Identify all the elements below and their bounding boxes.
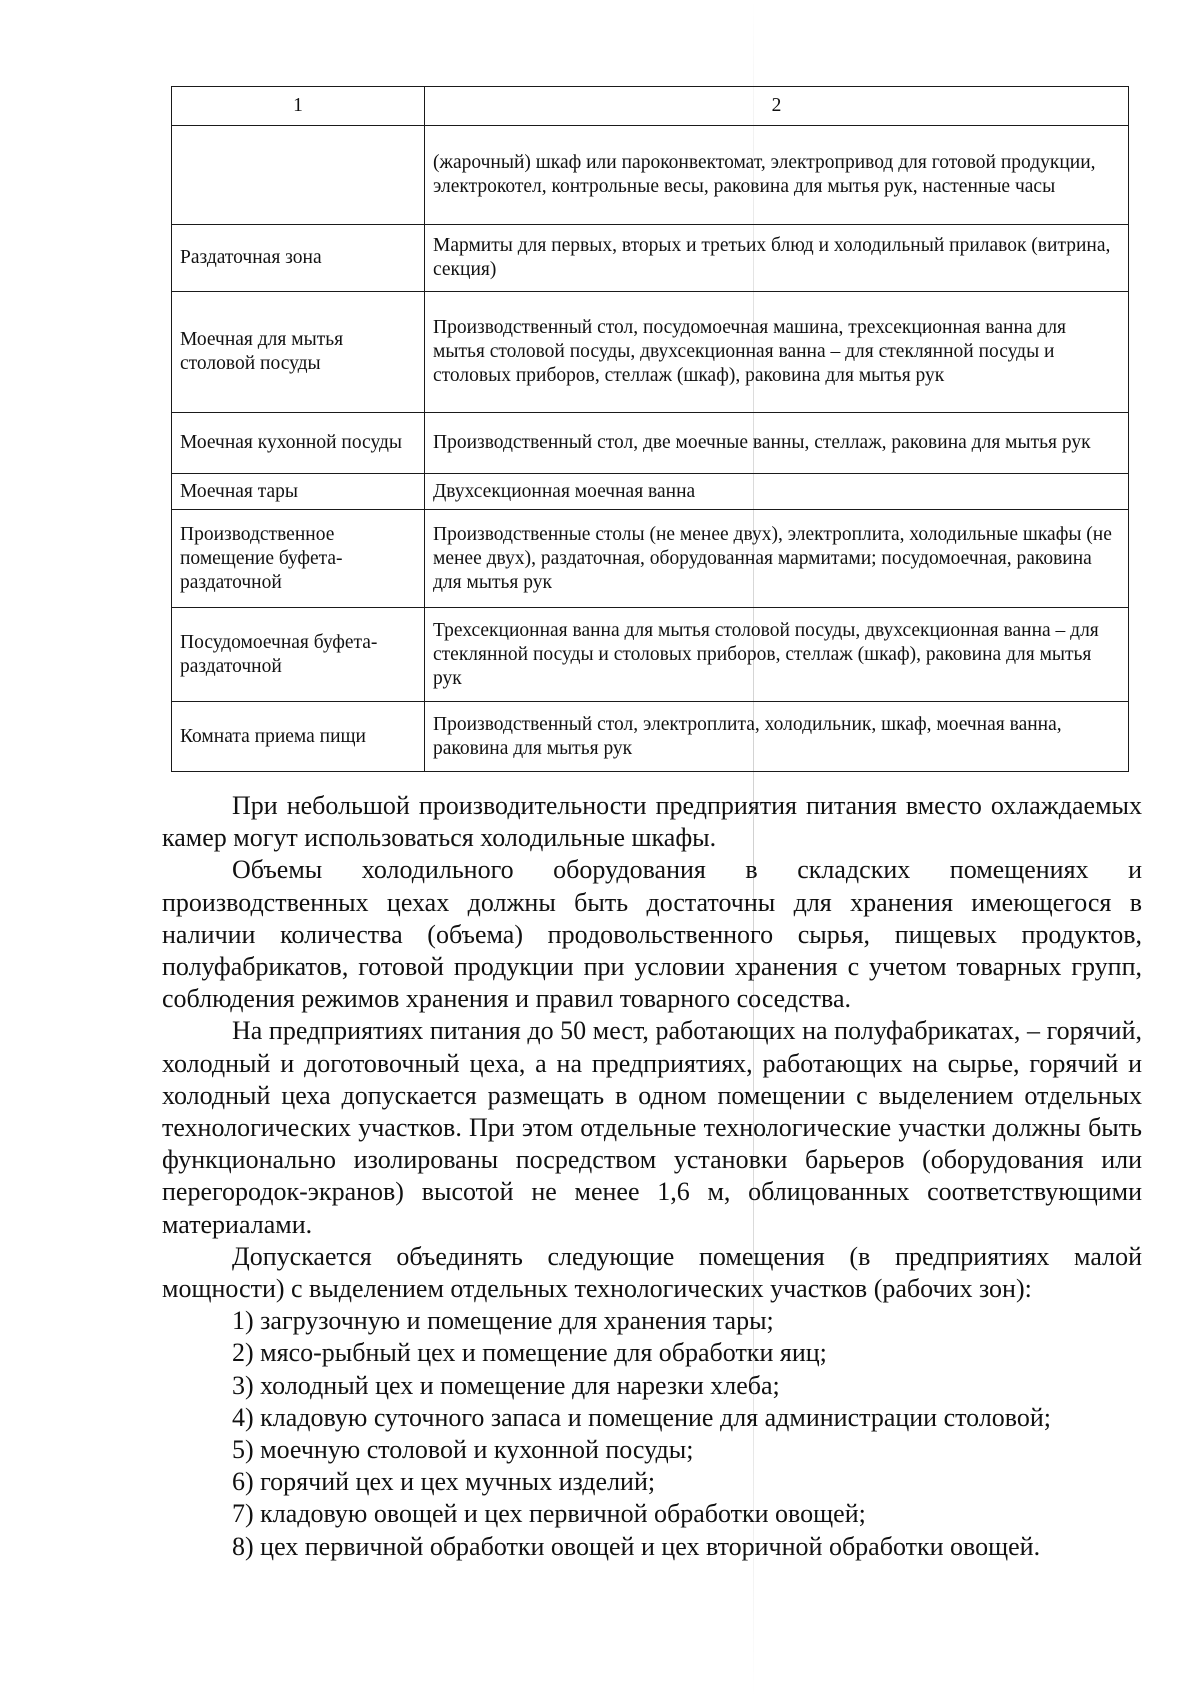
table-row [172, 225, 1129, 292]
equipment-cell: Двухсекционная моечная ванна [425, 474, 1129, 510]
table-header-col-1: 1 [172, 87, 425, 126]
zone-cell: Моечная тары [172, 474, 425, 510]
paragraph: При небольшой производительности предприятия питания вместо охлаждаемых камер могут использоваться холодильные шкафы. [162, 791, 1142, 853]
table-header-col-2: 2 [425, 87, 1129, 126]
list-item: 2) мясо-рыбный цех и помещение для обработки яиц; [232, 1338, 827, 1368]
zone-cell: Производственное помещение буфета-раздаточной [172, 510, 425, 608]
list-item: 1) загрузочную и помещение для хранения тары; [232, 1306, 774, 1336]
table-row [172, 608, 1129, 702]
equipment-cell: Производственный стол, две моечные ванны, стеллаж, раковина для мытья рук [425, 413, 1129, 474]
list-item: 3) холодный цех и помещение для нарезки хлеба; [232, 1370, 780, 1400]
table-row [172, 126, 1129, 225]
body-text [162, 790, 1142, 1563]
paragraph: Допускается объединять следующие помещения (в предприятиях малой мощности) с выделением отдельных технологических участков (рабочих зон): [162, 1241, 1142, 1304]
equipment-cell: Трехсекционная ванна для мытья столовой посуды, двухсекционная ванна – для стеклянной посуды и столовых приборов, стеллаж (шкаф), раковина для мытья рук [425, 608, 1129, 702]
zone-cell: Раздаточная зона [172, 225, 425, 292]
equipment-cell: Производственные столы (не менее двух), электроплита, холодильные шкафы (не менее двух), раздаточная, оборудованная мармитами; посудомоечная, раковина для мытья рук [425, 510, 1129, 608]
zone-cell: Моечная для мытья столовой посуды [172, 292, 425, 413]
equipment-cell: Производственный стол, электроплита, холодильник, шкаф, моечная ванна, раковина для мытья рук [425, 702, 1129, 772]
zone-cell [172, 126, 425, 225]
zone-cell: Моечная кухонной посуды [172, 413, 425, 474]
equipment-table [171, 86, 1129, 772]
table-row [172, 702, 1129, 772]
zone-cell: Комната приема пищи [172, 702, 425, 772]
table-row [172, 510, 1129, 608]
list-item: 7) кладовую овощей и цех первичной обработки овощей; [232, 1499, 866, 1529]
paragraph: На предприятиях питания до 50 мест, работающих на полуфабрикатах, – горячий, холодный и доготовочный цеха, а на предприятиях, работающих на сырье, горячий и холодный цеха допускается размещать в одном помещении с выделением отдельных технологических участков. При этом отдельные технологические участки должны быть функционально изолированы посредством установки барьеров (оборудования или перегородок-экранов) высотой не менее 1,6 м, облицованных соответствующими материалами. [162, 1016, 1142, 1239]
table-row [172, 413, 1129, 474]
list-item: 4) кладовую суточного запаса и помещение для администрации столовой; [232, 1402, 1052, 1432]
list-item: 8) цех первичной обработки овощей и цех вторичной обработки овощей. [232, 1531, 1041, 1561]
paragraph: Объемы холодильного оборудования в складских помещениях и производственных цехах должны быть достаточны для хранения имеющегося в наличии количества (объема) продовольственного сырья, пищевых продуктов, полуфабрикатов, готовой продукции при условии хранения с учетом товарных групп, соблюдения режимов хранения и правил товарного соседства. [162, 855, 1142, 1014]
table-row [172, 474, 1129, 510]
list-item: 6) горячий цех и цех мучных изделий; [232, 1467, 656, 1497]
equipment-cell: (жарочный) шкаф или пароконвектомат, электропривод для готовой продукции, электрокотел, контрольные весы, раковина для мытья рук, настенные часы [425, 126, 1129, 225]
merge-rooms-list [162, 1305, 1142, 1563]
list-item: 5) моечную столовой и кухонной посуды; [232, 1435, 694, 1465]
zone-cell: Посудомоечная буфета-раздаточной [172, 608, 425, 702]
equipment-cell: Мармиты для первых, вторых и третьих блюд и холодильный прилавок (витрина, секция) [425, 225, 1129, 292]
table-header-row [172, 87, 1129, 126]
equipment-cell: Производственный стол, посудомоечная машина, трехсекционная ванна для мытья столовой посуды, двухсекционная ванна – для стеклянной посуды и столовых приборов, стеллаж (шкаф), раковина для мытья рук [425, 292, 1129, 413]
table-row [172, 292, 1129, 413]
